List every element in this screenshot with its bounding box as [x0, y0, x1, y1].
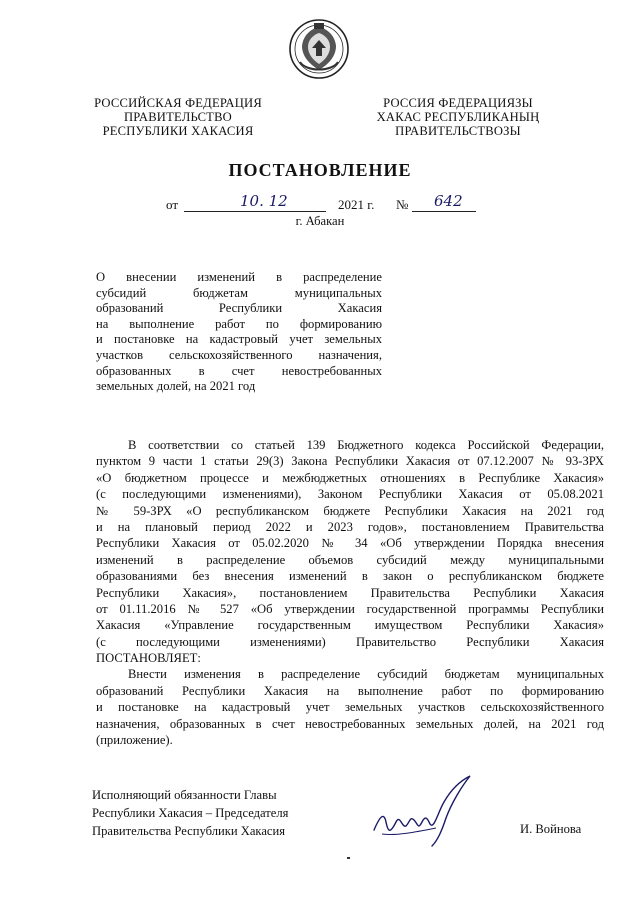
header-right-line: РОССИЯ ФЕДЕРАЦИЯЗЫ [383, 96, 533, 110]
subject-line: и постановке на кадастровый учет земельных [96, 332, 382, 347]
header-left-line: РОССИЙСКАЯ ФЕДЕРАЦИЯ [94, 96, 262, 110]
header-right [358, 96, 558, 138]
body-line: и на плановый период 2022 и 2023 годов», постановлением Правительства [96, 519, 604, 534]
body-line: образованиями без внесения изменений в закон о республиканском бюджете [96, 569, 604, 584]
body-line: пунктом 9 части 1 статьи 29(3) Закона Республики Хакасия от 07.12.2007 № 93-ЗРХ [96, 454, 604, 469]
handwritten-signature [366, 772, 478, 852]
signatory-title [92, 786, 288, 840]
body-line: Республики Хакасия», постановлением Правительства Республики Хакасия [96, 585, 604, 600]
body-line: от 01.11.2016 № 527 «Об утверждении государственной программы Республики [96, 601, 604, 616]
signatory-line: Республики Хакасия – Председателя [92, 806, 289, 820]
subject-line: образованных в счет невостребованных [96, 363, 382, 378]
handwritten-date: 10. 12 [240, 192, 288, 210]
subject-line: образований Республики Хакасия [96, 301, 382, 316]
body-line: «О бюджетном процессе и межбюджетных отношениях в Республике Хакасия» [96, 470, 604, 485]
header-right-line: ПРАВИТЕЛЬСТВОЗЫ [395, 124, 521, 138]
subject-block [96, 270, 382, 395]
signatory-name: И. Войнова [520, 822, 582, 836]
document-title: ПОСТАНОВЛЕНИЕ [228, 160, 412, 180]
coat-of-arms-emblem [288, 18, 350, 80]
body-line: В соответствии со статьей 139 Бюджетного кодекса Российской Федерации, [128, 438, 604, 452]
handwritten-number: 642 [434, 192, 463, 210]
date-year: 2021 г. [338, 197, 375, 212]
signatory-line: Правительства Республики Хакасия [92, 824, 286, 838]
body-line: Внести изменения в распределение субсидий бюджетам муниципальных [128, 667, 604, 682]
body-line: (с последующими изменениями) Правительство Республики Хакасия [96, 634, 604, 649]
body-line: назначения, образованных в счет невостребованных земельных долей, на 2021 год [96, 716, 604, 731]
subject-line: на выполнение работ по формированию [96, 316, 382, 331]
page-mark [347, 857, 350, 859]
body-line: и постановке на кадастровый учет земельных участков сельскохозяйственного [96, 700, 604, 715]
body-text [96, 437, 604, 748]
subject-line: О внесении изменений в распределение [96, 270, 382, 284]
body-line: Республики Хакасия от 05.02.2020 № 34 «Об утверждении Порядка внесения [96, 536, 604, 551]
number-sign: № [396, 197, 409, 212]
body-line: (приложение). [96, 733, 173, 748]
date-underline [184, 211, 326, 212]
body-line: (с последующими изменениями), Законом Республики Хакасия от 05.08.2021 [96, 487, 604, 502]
subject-line: субсидий бюджетам муниципальных [96, 285, 382, 300]
city: г. Абакан [295, 214, 345, 228]
signatory-line: Исполняющий обязанности Главы [92, 788, 277, 802]
body-line: образований Республики Хакасия на выполнение работ по формированию [96, 683, 604, 698]
body-line: ПОСТАНОВЛЯЕТ: [96, 651, 201, 666]
number-underline [412, 211, 476, 212]
header-left-line: РЕСПУБЛИКИ ХАКАСИЯ [102, 124, 254, 138]
header-left-line: ПРАВИТЕЛЬСТВО [124, 110, 232, 124]
body-line: № 59-ЗРХ «О республиканском бюджете Республики Хакасия на 2021 год [96, 503, 604, 518]
date-prefix: от [166, 197, 179, 212]
header-right-line: ХАКАС РЕСПУБЛИКАНЫҢ [376, 110, 540, 124]
body-line: изменений в распределение объемов субсидий между муниципальными [96, 552, 604, 567]
header-left [78, 96, 278, 138]
body-line: Хакасия «Управление государственным имуществом Республики Хакасия» [96, 618, 604, 633]
subject-line: участков сельскохозяйственного назначения, [96, 347, 382, 362]
subject-line: земельных долей, на 2021 год [96, 379, 256, 394]
